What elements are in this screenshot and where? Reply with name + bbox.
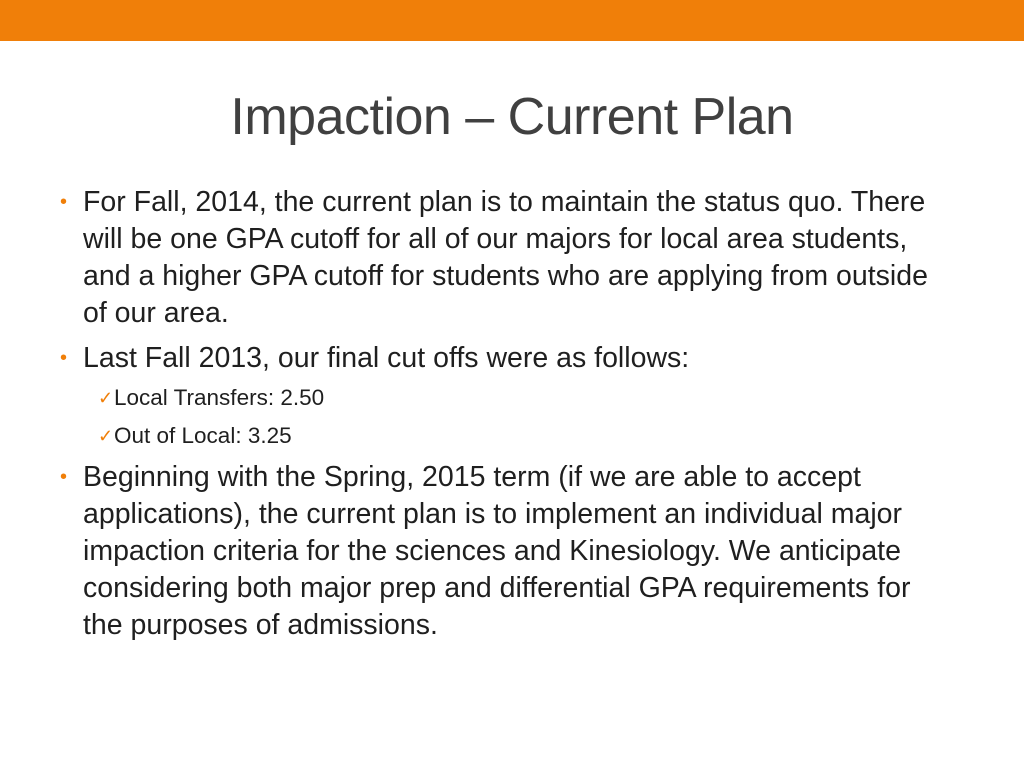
- checkmark-icon: ✓: [98, 426, 114, 446]
- bullet-item-fall-2013: [58, 340, 958, 451]
- bullet-text: Last Fall 2013, our final cut offs were as follows:: [83, 342, 690, 374]
- bullet-list: [58, 184, 958, 652]
- slide-title: Impaction – Current Plan: [230, 88, 794, 146]
- sub-item-out-of-local: [98, 421, 958, 451]
- bullet-item-spring-2015: [58, 459, 958, 644]
- top-accent-bar: [0, 0, 1024, 41]
- sub-item-text: Out of Local: 3.25: [114, 423, 292, 448]
- bullet-dot-icon: •: [60, 347, 68, 369]
- checkmark-icon: ✓: [98, 388, 114, 408]
- bullet-dot-icon: •: [60, 191, 68, 213]
- bullet-item-fall-2014: [58, 184, 958, 332]
- bullet-text: For Fall, 2014, the current plan is to maintain the status quo. There will be one GPA cutoff for all of our majors for local area students, and a higher GPA cutoff for students who are applying from outside of our area.: [83, 186, 928, 329]
- sub-item-local-transfers: [98, 383, 958, 413]
- sub-bullet-list: [83, 383, 958, 451]
- sub-item-text: Local Transfers: 2.50: [114, 385, 325, 410]
- bullet-dot-icon: •: [60, 466, 68, 488]
- bullet-text: Beginning with the Spring, 2015 term (if we are able to accept applications), the current plan is to implement an individual major impaction criteria for the sciences and Kinesiology. We anticipate considering both major prep and differential GPA requirements for the purposes of admissions.: [83, 461, 911, 641]
